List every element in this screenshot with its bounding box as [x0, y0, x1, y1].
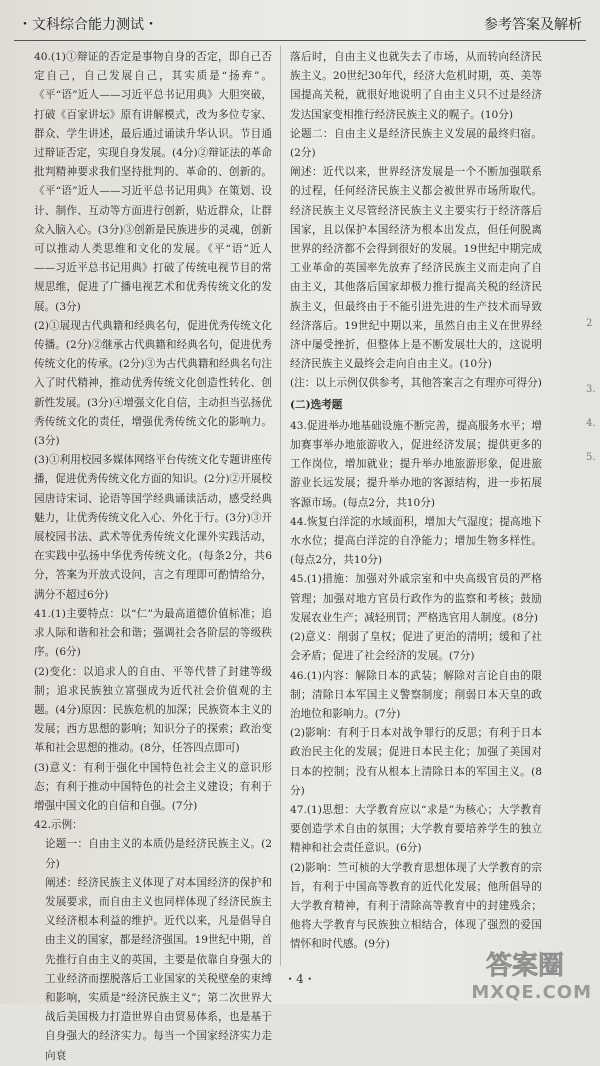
header-section-title: 参考答案及解析	[484, 17, 582, 33]
answer-40-1: 40.(1)①辩证的否定是事物自身的否定，即自己否定自己，自己发展自己，其实质是“扬弃”。《平“语”近人——习近平总书记用典》大胆突破，打破《百家讲坛》原有讲解模式，改为多位专家、群众、学生讲述，最后通过诵读升华认识。节目通过辩证否定，实现自身发展。(4分)②辩证法的革命批判精神要求我们坚持批判的、革命的、创新的。《平“语”近人——习近平总书记用典》在策划、设计、制作、互动等方面进行创新，贴近群众，让群众入脑入心。(3分)③创新是民族进步的灵魂，创新可以推动人类思维和文化的发展。《平“语”近人——习近平总书记用典》打破了传统电视节目的常规思维，促进了广播电视艺术和优秀传统文化的发展。(3分)	[34, 51, 272, 313]
header-subject: ・文科综合能力测试・	[18, 17, 158, 33]
answer-42-continued: 落后时，自由主义也就失去了市场，从而转向经济民族主义。20世纪30年代，经济大危机时期，英、美等国提高关税，就很好地说明了自由主义只不过是经济发达国家变相推行经济民族主义的幌子。(10分)	[290, 51, 542, 121]
column-divider	[280, 46, 281, 966]
answer-41-3: (3)意义：有利于强化中国特色社会主义的意识形态；有利于推动中国特色的社会主义建设；有利于增强中国文化的自信和自强。(7分)	[34, 761, 272, 812]
page-number: ・4・	[284, 972, 316, 986]
answer-46-2: (2)影响：有利于日本对战争罪行的反思；有利于日本政治民主化的发展；促进日本民主化；加强了美国对日本的控制；没有从根本上清除日本的军国主义。(8分)	[290, 727, 542, 797]
answer-40-3: (3)①利用校园多媒体网络平台传统文化专题讲座传播，促进优秀传统文化方面的知识。(2分)②开展校园唐诗宋词、论语等国学经典诵读活动，感受经典魅力，让优秀传统文化入心、外化于行。(3分)③开展校园书法、武术等优秀传统文化课外实践活动，在实践中弘扬中华优秀传统文化。(每条2分，共6分，答案为开放式设问，言之有理即可酌情给分，满分不超过6分)	[34, 454, 272, 601]
elective-section-title: (二)选考题	[290, 398, 343, 411]
answer-42-note: (注：以上示例仅供参考，其他答案言之有理亦可得分)	[290, 377, 542, 390]
right-column	[290, 48, 542, 968]
answer-45-2: (2)意义：削弱了皇权；促进了更治的清明；缓和了社会矛盾；促进了社会经济的发展。(7分)	[290, 631, 542, 663]
margin-mark: 3.	[586, 384, 596, 395]
watermark-logo-text: 答案圈	[486, 951, 565, 981]
answer-43: 43.促进举办地基础设施不断完善，提高服务水平；增加赛事举办地旅游收入，促进经济发展；提供更多的工作岗位，增加就业；提升举办地旅游形象，促进旅游业长远发展；提升举办地的客源结构，进一步拓展客源市场。(每点2分，共10分)	[290, 419, 542, 509]
answer-42-topic-2-explanation: 阐述：近代以来，世界经济发展是一个不断加强联系的过程，任何经济民族主义都会被世界市场所取代。经济民族主义尽管经济民族主义主要实行于经济落后国家，且以保护本国经济为根本出发点，但任何脱离世界的经济都不会得到很好的发展。19世纪中期完成工业革命的英国率先放弃了经济民族主义而走向了自由主义，其他落后国家却极力推行提高关税的经济民族主义，但最终由于不能引进先进的生产技术而导致经济落后。19世纪中期以来，虽然自由主义在世界经济中屡受挫折，但整体上是不断发展壮大的，这说明经济民族主义最终会走向自由主义。(10分)	[290, 166, 542, 371]
margin-mark: 2	[586, 318, 593, 329]
answer-42-topic-1-explanation: 阐述：经济民族主义体现了对本国经济的保护和发展要求，而自由主义也同样体现了经济民族主义经济根本利益的维护。近代以来，凡是倡导自由主义的国家，都是经济强国。19世纪中期，首先推行自由主义的英国，主要是依靠自身强大的工业经济而摆脱落后工业国家的关税壁垒的束缚和影响，实质是“经济民族主义”；第二次世界大战后美国极力打造世界自由贸易体系，也是基于自身强大的经济实力。每当一个国家经济实力走向衰	[45, 876, 272, 1062]
answer-45-1: 45.(1)措施：加强对外戚宗室和中央高级官员的严格管理；加强对地方官员行政作为的监察和考核；鼓励发展农业生产；减轻刑罚；严格选官用人制度。(8分)	[290, 573, 542, 624]
margin-mark: 4.	[586, 418, 596, 429]
answer-42-topic-1: 论题一：自由主义的本质仍是经济民族主义。(2分)	[45, 838, 272, 870]
answer-42-topic-2: 论题二：自由主义是经济民族主义发展的最终归宿。(2分)	[290, 127, 542, 160]
watermark-url: MXQE.COM	[471, 982, 592, 1003]
left-column	[34, 48, 272, 1062]
answer-42-heading: 42.示例：	[34, 819, 83, 832]
page-header	[14, 10, 586, 41]
margin-mark: 5.	[586, 452, 596, 463]
answer-47-1: 47.(1)思想：大学教育应以“求是”为核心；大学教育要创造学术自由的氛围；大学教育要培养学生的独立精神和社会责任意识。(6分)	[290, 803, 542, 855]
answer-41-2: (2)变化：以追求人的自由、平等代替了封建等级制；追求民族独立富强成为近代社会价值观的主题。(4分)原因：民族危机的加深；民族资本主义的发展；西方思想的影响；知识分子的探索；政治变革和社会思想的推动。(8分，任答四点即可)	[34, 665, 272, 755]
answer-46-1: 46.(1)内容：解除日本的武装；解除对言论自由的限制；清除日本军国主义警察制度；削弱日本天皇的政治地位和影响力。(7分)	[290, 669, 542, 720]
answer-44: 44.恢复白洋淀的水域面积，增加大气湿度；提高地下水水位；提高白洋淀的自净能力；增加生物多样性。(每点2分，共10分)	[290, 515, 542, 567]
answer-47-2: (2)影响：竺可桢的大学教育思想体现了大学教育的宗旨，有利于中国高等教育的近代化发展；他所倡导的大学教育精神，有利于清除高等教育中的封建残余；他将大学教育与民族独立相结合，体现了强烈的爱国情怀和时代感。(9分)	[290, 861, 542, 951]
answer-41-1: 41.(1)主要特点：以“仁”为最高道德价值标准；追求人际和谐和社会和谐；强调社会各阶层的等级秩序。(6分)	[34, 607, 272, 659]
answer-40-2: (2)①展现古代典籍和经典名句，促进优秀传统文化传播。(2分)②继承古代典籍和经典名句，促进优秀传统文化的传承。(2分)③为古代典籍和经典名句注入了时代精神，推动优秀传统文化创造性转化、创新性发展。(3分)④增强文化自信，主动担当弘扬优秀传统文化的责任，增强优秀传统文化的影响力。(3分)	[34, 319, 272, 448]
